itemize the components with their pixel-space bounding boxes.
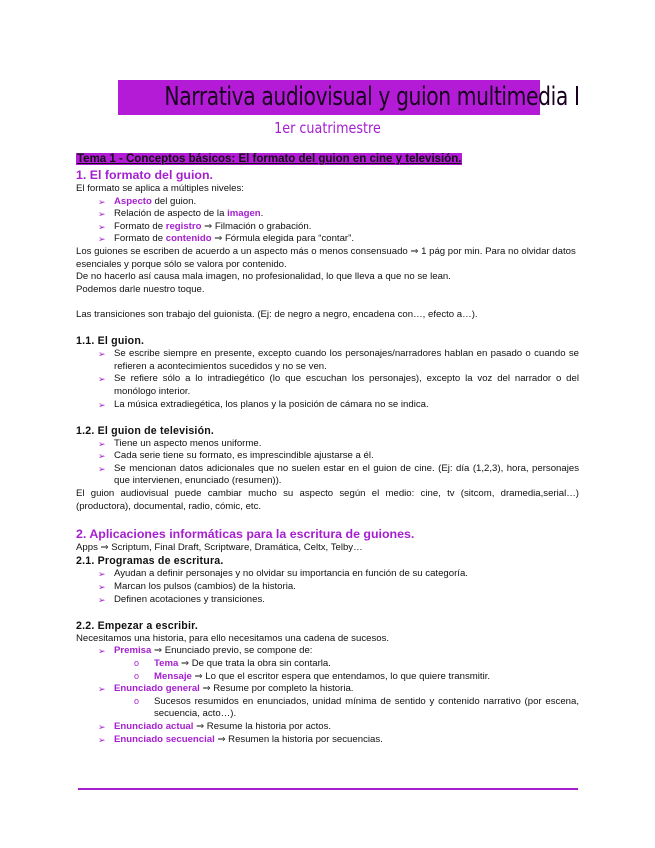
section-1-intro: El formato se aplica a múltiples niveles: xyxy=(76,183,244,194)
sub-list-item: o Sucesos resumidos en enunciados, unidad mínima de sentido y contenido narrativo (por escena, secuencia, acto…). xyxy=(76,696,579,721)
list-item: ➢ Se mencionan datos adicionales que no suelen estar en el guion de cine. (Ej: día (1,2,3), hora, personajes que intervienen, enunciado (resumen)). xyxy=(76,463,579,488)
list-item: ➢ Relación de aspecto de la imagen. xyxy=(76,208,579,221)
section-1-1-title: 1.1. El guion. xyxy=(76,335,145,348)
list-item: ➢ Tiene un aspecto menos uniforme. xyxy=(76,438,579,451)
list-item: ➢ Enunciado general ⇒ Resume por completo la historia. xyxy=(76,683,579,696)
keyword: contenido xyxy=(165,233,212,245)
sub-list-item: o Tema ⇒ De que trata la obra sin contarla. xyxy=(76,658,579,671)
footer-divider xyxy=(78,788,578,790)
keyword: Aspecto xyxy=(114,195,152,207)
section-2-2-title: 2.2. Empezar a escribir. xyxy=(76,619,198,632)
keyword: Enunciado secuencial xyxy=(114,733,215,745)
section-2-1-title: 2.1. Programas de escritura. xyxy=(76,555,224,568)
list-item: ➢ La música extradiegética, los planos y la posición de cámara no se indica. xyxy=(76,399,579,412)
keyword: imagen xyxy=(227,208,261,220)
document-title: Narrativa audiovisual y guion multimedia I xyxy=(164,82,580,112)
list-item: ➢ Marcan los pulsos (cambios) de la historia. xyxy=(76,581,579,594)
document-body xyxy=(76,152,579,746)
list-item: ➢ Premisa ⇒ Enunciado previo, se compone de: xyxy=(76,645,579,658)
section-2-title: 2. Aplicaciones informáticas para la escritura de guiones. xyxy=(76,526,415,541)
topic-heading: Tema 1 - Conceptos básicos: El formato del guion en cine y televisión. xyxy=(77,153,462,165)
list-item: ➢ Se escribe siempre en presente, excepto cuando los personajes/narradores hablan en pasado o cuando se refieren a acontecimientos sucedidos y no se ven. xyxy=(76,348,579,373)
keyword: Enunciado actual xyxy=(114,720,194,732)
keyword: Mensaje xyxy=(154,670,192,682)
keyword: registro xyxy=(165,220,202,232)
paragraph: Necesitamos una historia, para ello necesitamos una cadena de sucesos. xyxy=(76,632,390,644)
list-item: ➢ Cada serie tiene su formato, es imprescindible ajustarse a él. xyxy=(76,450,579,463)
apps-line: Apps ⇒ Scriptum, Final Draft, Scriptware, Dramática, Celtx, Telby… xyxy=(76,541,363,553)
keyword: Enunciado general xyxy=(114,683,200,695)
guion-list xyxy=(76,348,579,411)
paragraph: El guion audiovisual puede cambiar mucho su aspecto según el medio: cine, tv (sitcom, dramedia,serial…)(productora), documental, radio, cómic, etc. xyxy=(76,488,579,512)
list-item: ➢ Formato de registro ⇒ Filmación o grabación. xyxy=(76,221,579,234)
keyword: Premisa xyxy=(114,645,152,657)
list-item: ➢ Aspecto del guion. xyxy=(76,196,579,209)
paragraph: Los guiones se escriben de acuerdo a un aspecto más o menos consensuado ⇒ 1 pág por min. Para no olvidar datos esenciales y porque sólo se valora por contenido. xyxy=(76,245,576,270)
section-1-2-title: 1.2. El guion de televisión. xyxy=(76,424,215,437)
list-item: ➢ Enunciado secuencial ⇒ Resumen la historia por secuencias. xyxy=(76,734,579,747)
paragraph: Las transiciones son trabajo del guionista. (Ej: de negro a negro, encadena con…, efecto a…). xyxy=(76,308,478,320)
paragraph: Podemos darle nuestro toque. xyxy=(76,283,205,295)
document-subtitle: 1er cuatrimestre xyxy=(274,119,381,137)
programs-list xyxy=(76,568,579,606)
writing-list xyxy=(76,645,579,746)
paragraph: De no hacerlo así causa mala imagen, no profesionalidad, lo que lleva a que no se lean. xyxy=(76,271,451,283)
tv-guion-list xyxy=(76,438,579,488)
list-item: ➢ Ayudan a definir personajes y no olvidar su importancia en función de su categoría. xyxy=(76,568,579,581)
keyword: Tema xyxy=(154,658,179,669)
section-1-title: 1. El formato del guion. xyxy=(76,168,213,182)
list-item: ➢ Formato de contenido ⇒ Fórmula elegida para “contar”. xyxy=(76,233,579,246)
list-item: ➢ Enunciado actual ⇒ Resume la historia por actos. xyxy=(76,721,579,734)
list-item: ➢ Definen acotaciones y transiciones. xyxy=(76,594,579,607)
list-item: ➢ Se refiere sólo a lo intradiegético (lo que escuchan los personajes), excepto la voz del narrador o del monólogo interior. xyxy=(76,373,579,398)
sub-list-item: o Mensaje ⇒ Lo que el escritor espera que entendamos, lo que quiere transmitir. xyxy=(76,671,579,684)
format-levels-list xyxy=(76,196,579,246)
